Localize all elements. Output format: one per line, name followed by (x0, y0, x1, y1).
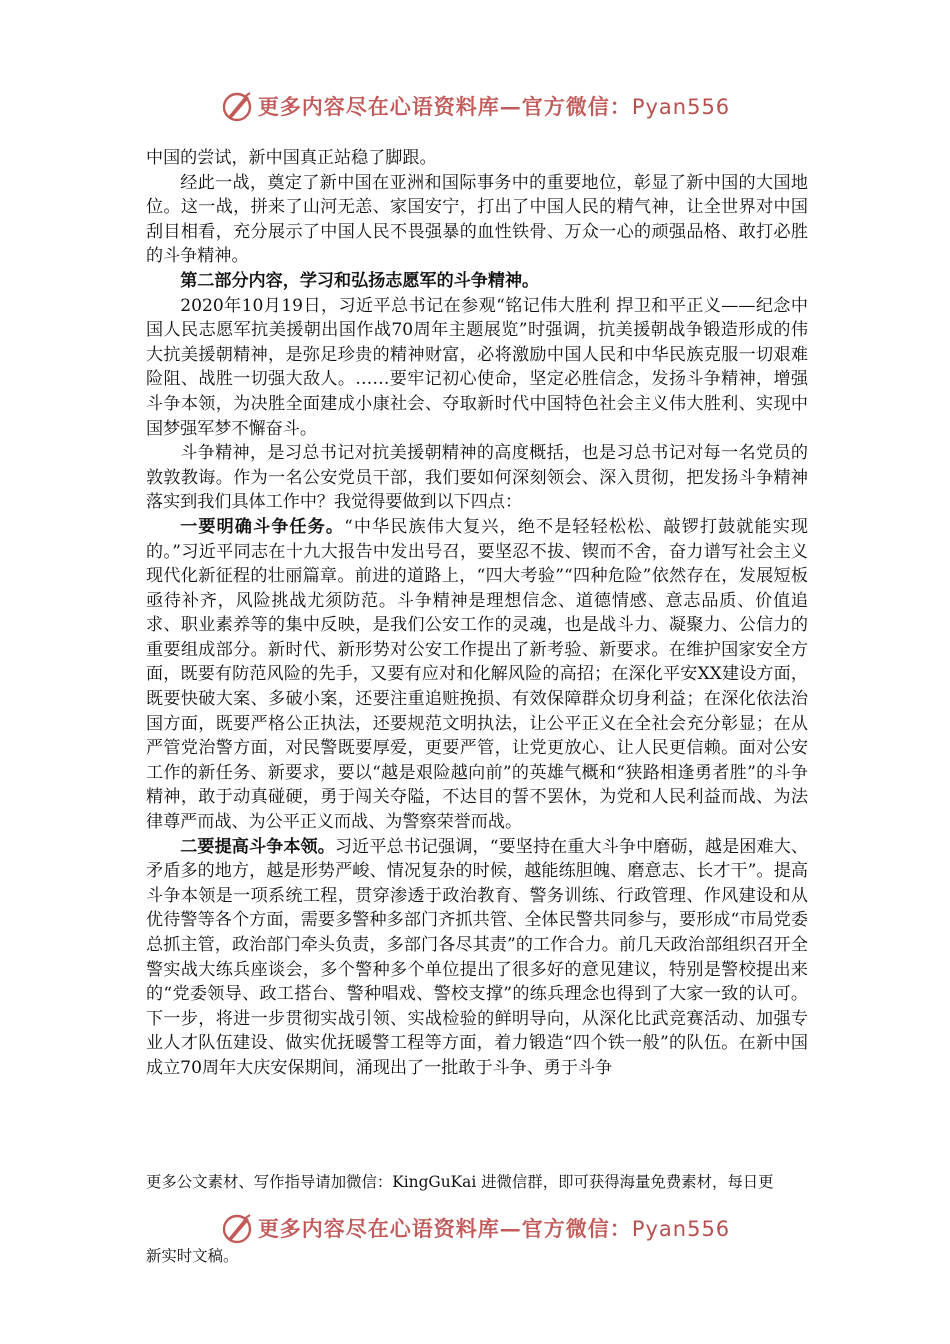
footer-banner (0, 1206, 950, 1250)
banner-text (258, 1213, 730, 1243)
document-body (146, 146, 808, 1081)
paragraph-5: 一要明确斗争任务。“中华民族伟大复兴，绝不是轻轻松松、敲锣打鼓就能实现的。”习近平同志在十九大报告中发出号召，要坚忍不拔、锲而不舍，奋力谱写社会主义现代化新征程的壮丽篇章。前进的道路上，“四大考验”“四种危险”依然存在，发展短板亟待补齐，风险挑战尤须防范。斗争精神是理想信念、道德情感、意志品质、价值追求、职业素养等的集中反映，是我们公安工作的灵魂，也是战斗力、凝聚力、公信力的重要组成部分。新时代、新形势对公安工作提出了新考验、新要求。在维护国家安全方面，既要有防范风险的先手，又要有应对和化解风险的高招；在深化平安XX建设方面，既要快破大案、多破小案，还要注重追赃挽损、有效保障群众切身利益；在深化依法治国方面，既要严格公正执法，还要规范文明执法，让公平正义在全社会充分彰显；在从严管党治警方面，对民警既要厚爱，更要严管，让党更放心、让人民更信赖。面对公安工作的新任务、新要求，要以“越是艰险越向前”的英雄气概和“狭路相逢勇者胜”的斗争精神，敢于动真碰硬，勇于闯关夺隘，不达目的誓不罢休，为党和人民利益而战、为法律尊严而战、为公平正义而战、为警察荣誉而战。 (146, 516, 808, 833)
footer-note: 更多公文素材、写作指导请加微信：KingGuKai 进微信群，即可获得海量免费素材，每日更 (146, 1173, 774, 1191)
banner-wechat: Pyan556 (631, 95, 731, 119)
paragraph-6: 二要提高斗争本领。习近平总书记强调，“要坚持在重大斗争中磨砺，越是困难大、矛盾多的地方，越是形势严峻、情况复杂的时候，越能练胆魄、磨意志、长才干”。提高斗争本领是一项系统工程，贯穿渗透于政治教育、警务训练、行政管理、作风建设和从优待警等各个方面，需要多警种多部门齐抓共管、全体民警共同参与，要形成“市局党委总抓主管，政治部门牵头负责，多部门各尽其责”的工作合力。前几天政治部组织召开全警实战大练兵座谈会，多个警种多个单位提出了很多好的意见建议，特别是警校提出来的“党委领导、政工搭台、警种唱戏、警校支撑”的练兵理念也得到了大家一致的认可。下一步，将进一步贯彻实战引领、实战检验的鲜明导向，从深化比武竞赛活动、加强专业人才队伍建设、做实优抚暖警工程等方面，着力锻造“四个铁一般”的队伍。在新中国成立70周年大庆安保期间，涌现出了一批敢于斗争、勇于斗争 (146, 836, 808, 1078)
banner-wechat: Pyan556 (631, 1217, 731, 1241)
header-banner (0, 84, 950, 128)
paragraph-lead: 二要提高斗争本领。 (180, 836, 335, 857)
banner-label: 更多内容尽在心语资料库—官方微信： (257, 94, 632, 119)
paragraph-lead: 一要明确斗争任务。 (180, 516, 345, 537)
quill-logo-icon (220, 89, 254, 123)
quill-logo-icon (220, 1211, 254, 1245)
paragraph-0: 中国的尝试，新中国真正站稳了脚跟。 (146, 148, 437, 168)
tail-text: 新实时文稿。 (146, 1247, 239, 1265)
paragraph-3: 2020年10月19日，习近平总书记在参观“铭记伟大胜利 捍卫和平正义——纪念中国人民志愿军抗美援朝出国作战70周年主题展览”时强调，抗美援朝战争锻造形成的伟大抗美援朝精神，是弥足珍贵的精神财富，必将激励中国人民和中华民族克服一切艰难险阻、战胜一切强大敌人。……要牢记初心使命，坚定必胜信念，发扬斗争精神，增强斗争本领，为决胜全面建成小康社会、夺取新时代中国特色社会主义伟大胜利、实现中国梦强军梦不懈奋斗。 (146, 295, 808, 439)
banner-label: 更多内容尽在心语资料库—官方微信： (257, 1216, 632, 1241)
banner-text (258, 91, 730, 121)
section-heading: 第二部分内容，学习和弘扬志愿军的斗争精神。 (180, 270, 540, 291)
paragraph-1: 经此一战，奠定了新中国在亚洲和国际事务中的重要地位，彰显了新中国的大国地位。这一战，拼来了山河无恙、家国安宁，打出了中国人民的精气神，让全世界对中国刮目相看，充分展示了中国人民不畏强暴的血性铁骨、万众一心的顽强品格、敢打必胜的斗争精神。 (146, 172, 808, 267)
paragraph-4: 斗争精神，是习总书记对抗美援朝精神的高度概括，也是习总书记对每一名党员的敦敦教诲。作为一名公安党员干部，我们要如何深刻领会、深入贯彻，把发扬斗争精神落实到我们具体工作中？我觉得要做到以下四点： (146, 443, 808, 513)
